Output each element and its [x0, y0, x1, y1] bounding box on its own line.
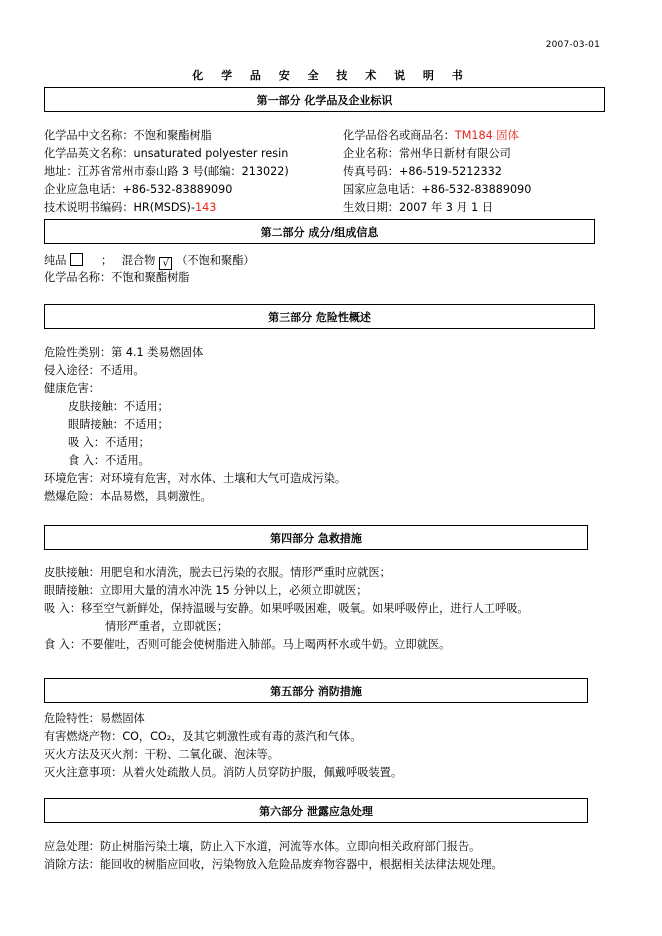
effective-date-row: 生效日期：2007 年 3 月 1 日 [343, 201, 494, 214]
first-aid-eye-line: 眼睛接触：立即用大量的清水冲洗 15 分钟以上，必须立即就医； [44, 584, 368, 597]
hazard-class-line: 危险性类别：第 4.1 类易燃固体 [44, 346, 204, 359]
section6-header [44, 798, 588, 823]
section3-title: 第三部分 危险性概述 [268, 310, 371, 324]
section1-header [44, 87, 605, 112]
chem-cn-name-row: 化学品中文名称：不饱和聚酯树脂 [44, 129, 212, 142]
emergency-phone-row: 企业应急电话：+86-532-83889090 [44, 183, 233, 196]
elimination-method-line: 消除方法：能回收的树脂应回收，污染物放入危险品废弃物容器中，根据相关法律法规处理。 [44, 858, 503, 871]
inhalation-line: 吸 入：不适用； [68, 436, 150, 449]
company-name-row: 企业名称：常州华日新材有限公司 [343, 147, 511, 160]
composition-row: 纯品 ； 混合物 √ （不饱和聚酯） [44, 254, 255, 269]
national-emergency-phone-row: 国家应急电话：+86-532-83889090 [343, 183, 532, 196]
section5-header [44, 678, 588, 703]
section5-title: 第五部分 消防措施 [270, 684, 362, 698]
first-aid-ingestion-line: 食 入：不要催吐，否则可能会使树脂进入肺部。马上喝两杯水或牛奶。立即就医。 [44, 638, 451, 651]
section2-header [44, 219, 595, 244]
chemical-name-line: 化学品名称：不饱和聚酯树脂 [44, 271, 190, 284]
eye-contact-line: 眼睛接触：不适用； [68, 418, 169, 431]
section4-title: 第四部分 急救措施 [270, 531, 362, 545]
msds-code-row: 技术说明书编码：HR(MSDS)-143 [44, 201, 217, 214]
address-row: 地址：江苏省常州市泰山路 3 号(邮编：213022) [44, 165, 289, 178]
ingestion-line: 食 入：不适用。 [68, 454, 150, 467]
trade-name-row: 化学品俗名或商品名：TM184 固体 [343, 129, 519, 142]
section1-title: 第一部分 化学品及企业标识 [256, 93, 393, 107]
first-aid-inhalation-cont-line: 情形严重者，立即就医； [105, 620, 229, 633]
section2-title: 第二部分 成分/组成信息 [260, 225, 379, 239]
fire-explosion-hazard-line: 燃爆危险：本品易燃，具刺激性。 [44, 490, 212, 503]
extinguishing-media-line: 灭火方法及灭火剂：干粉、二氧化碳、泡沫等。 [44, 748, 279, 761]
combustion-products-line: 有害燃烧产物：CO，CO₂，及其它刺激性或有毒的蒸汽和气体。 [44, 730, 362, 743]
document-title: 化 学 品 安 全 技 术 说 明 书 [192, 69, 470, 82]
first-aid-inhalation-line: 吸 入：移至空气新鲜处，保持温暖与安静。如果呼吸困难，吸氧。如果呼吸停止，进行人工呼吸。 [44, 602, 529, 615]
section6-title: 第六部分 泄露应急处理 [259, 804, 373, 818]
fire-hazard-feature-line: 危险特性：易燃固体 [44, 712, 145, 725]
first-aid-skin-line: 皮肤接触：用肥皂和水清洗，脱去已污染的衣服。情形严重时应就医； [44, 566, 391, 579]
emergency-handling-line: 应急处理：防止树脂污染土壤，防止入下水道，河流等水体。立即向相关政府部门报告。 [44, 840, 481, 853]
firefighting-notes-line: 灭火注意事项：从着火处疏散人员。消防人员穿防护服，佩戴呼吸装置。 [44, 766, 403, 779]
exposure-route-line: 侵入途径：不适用。 [44, 364, 145, 377]
skin-contact-line: 皮肤接触：不适用； [68, 400, 169, 413]
section4-header [44, 525, 588, 550]
fax-row: 传真号码：+86-519-5212332 [343, 165, 502, 178]
pure-checkbox [70, 253, 83, 266]
environmental-hazard-line: 环境危害：对环境有危害，对水体、土壤和大气可造成污染。 [44, 472, 347, 485]
health-hazard-line: 健康危害： [44, 382, 100, 395]
mixture-checkbox: √ [159, 257, 172, 270]
section3-header [44, 304, 595, 329]
chem-en-name-row: 化学品英文名称：unsaturated polyester resin [44, 147, 289, 160]
document-date: 2007-03-01 [545, 40, 600, 50]
